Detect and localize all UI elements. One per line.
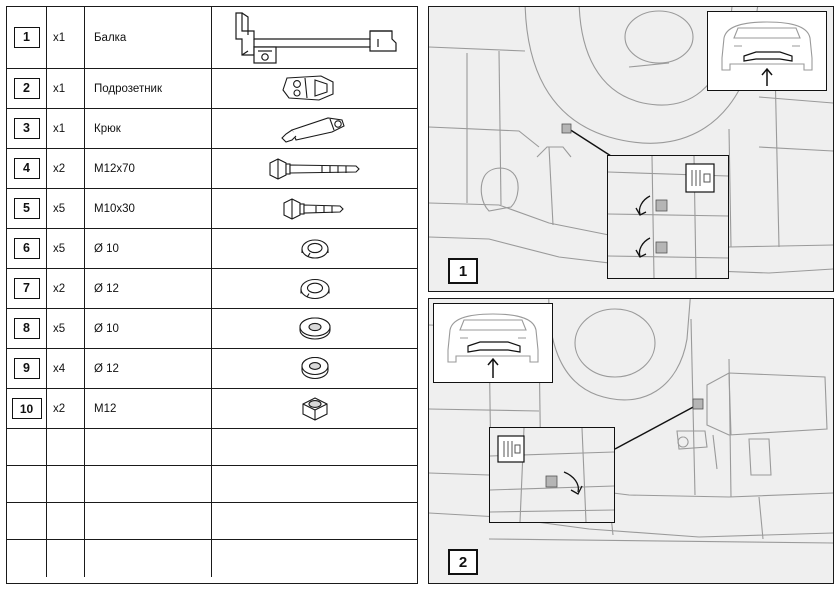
- mounting-detail-sketch: [490, 428, 614, 522]
- table-row: [7, 349, 417, 389]
- part-name-cell: M10x30: [85, 189, 212, 228]
- part-illustration-cell: [212, 503, 417, 539]
- towbar-crossbeam-icon: [220, 9, 410, 67]
- item-number-badge: 5: [14, 198, 40, 219]
- vehicle-rear-icon: [708, 12, 826, 90]
- part-name-cell: [85, 503, 212, 539]
- hex-bolt-short-icon: [272, 195, 358, 223]
- quantity-cell: x2: [47, 389, 85, 428]
- quantity-cell: [47, 503, 85, 539]
- part-illustration-cell: [212, 269, 417, 308]
- item-number-badge: 1: [14, 27, 40, 48]
- item-number-badge: 7: [14, 278, 40, 299]
- item-number-cell: [7, 109, 47, 148]
- table-row: [7, 69, 417, 109]
- mounting-point-detail: [489, 427, 615, 523]
- table-row: [7, 109, 417, 149]
- part-illustration-cell: [212, 189, 417, 228]
- table-row: [7, 309, 417, 349]
- item-number-cell: [7, 466, 47, 502]
- part-illustration-cell: [212, 389, 417, 428]
- table-row: [7, 389, 417, 429]
- table-row-empty: [7, 540, 417, 577]
- part-name-cell: [85, 466, 212, 502]
- item-number-cell: [7, 349, 47, 388]
- quantity-cell: x2: [47, 269, 85, 308]
- part-illustration-cell: [212, 69, 417, 108]
- table-row: [7, 269, 417, 309]
- quantity-cell: [47, 466, 85, 502]
- part-name-cell: M12x70: [85, 149, 212, 188]
- spring-washer-12-icon: [289, 274, 341, 304]
- part-illustration-cell: [212, 540, 417, 577]
- quantity-cell: x1: [47, 7, 85, 68]
- item-number-badge: 3: [14, 118, 40, 139]
- table-row: [7, 189, 417, 229]
- step-1-panel: [428, 6, 834, 292]
- vehicle-rear-thumbnail: [433, 303, 553, 383]
- item-number-cell: [7, 149, 47, 188]
- hex-nut-12-icon: [293, 394, 337, 424]
- mounting-detail-sketch: [608, 156, 728, 278]
- quantity-cell: x1: [47, 109, 85, 148]
- step-number-badge: 1: [448, 258, 478, 284]
- item-number-badge: 4: [14, 158, 40, 179]
- vehicle-rear-thumbnail: [707, 11, 827, 91]
- tow-hook-icon: [272, 112, 358, 146]
- part-name-cell: Ø 12: [85, 349, 212, 388]
- part-illustration-cell: [212, 349, 417, 388]
- step-2-panel: [428, 298, 834, 584]
- item-number-badge: 9: [14, 358, 40, 379]
- item-number-badge: 10: [12, 398, 42, 419]
- quantity-cell: [47, 429, 85, 465]
- item-number-cell: [7, 189, 47, 228]
- item-number-badge: 8: [14, 318, 40, 339]
- part-name-cell: Ø 12: [85, 269, 212, 308]
- item-number-cell: [7, 309, 47, 348]
- part-name-cell: [85, 429, 212, 465]
- quantity-cell: [47, 540, 85, 577]
- table-row-empty: [7, 503, 417, 540]
- item-number-cell: [7, 503, 47, 539]
- item-number-badge: 2: [14, 78, 40, 99]
- part-illustration-cell: [212, 149, 417, 188]
- part-name-cell: M12: [85, 389, 212, 428]
- part-illustration-cell: [212, 109, 417, 148]
- quantity-cell: x5: [47, 229, 85, 268]
- item-number-cell: [7, 389, 47, 428]
- quantity-cell: x5: [47, 189, 85, 228]
- item-number-cell: [7, 7, 47, 68]
- vehicle-rear-icon: [434, 304, 552, 382]
- part-illustration-cell: [212, 309, 417, 348]
- quantity-cell: x5: [47, 309, 85, 348]
- item-number-cell: [7, 69, 47, 108]
- quantity-cell: x4: [47, 349, 85, 388]
- socket-bracket-icon: [275, 72, 355, 106]
- table-row-empty: [7, 429, 417, 466]
- item-number-cell: [7, 269, 47, 308]
- item-number-badge: 6: [14, 238, 40, 259]
- part-name-cell: Ø 10: [85, 229, 212, 268]
- part-name-cell: Крюк: [85, 109, 212, 148]
- mounting-point-detail: [607, 155, 729, 279]
- part-name-cell: Подрозетник: [85, 69, 212, 108]
- item-number-cell: [7, 540, 47, 577]
- hex-bolt-long-icon: [260, 155, 370, 183]
- table-row-empty: [7, 466, 417, 503]
- part-name-cell: [85, 540, 212, 577]
- part-illustration-cell: [212, 429, 417, 465]
- quantity-cell: x2: [47, 149, 85, 188]
- quantity-cell: x1: [47, 69, 85, 108]
- parts-table: [6, 6, 418, 584]
- step-number-badge: 2: [448, 549, 478, 575]
- part-name-cell: Ø 10: [85, 309, 212, 348]
- part-name-cell: Балка: [85, 7, 212, 68]
- table-row: [7, 229, 417, 269]
- part-illustration-cell: [212, 229, 417, 268]
- item-number-cell: [7, 429, 47, 465]
- spring-washer-10-icon: [291, 234, 339, 264]
- flat-washer-12-icon: [291, 354, 339, 384]
- flat-washer-10-icon: [289, 314, 341, 344]
- part-illustration-cell: [212, 7, 417, 68]
- table-row: [7, 7, 417, 69]
- part-illustration-cell: [212, 466, 417, 502]
- table-row: [7, 149, 417, 189]
- item-number-cell: [7, 229, 47, 268]
